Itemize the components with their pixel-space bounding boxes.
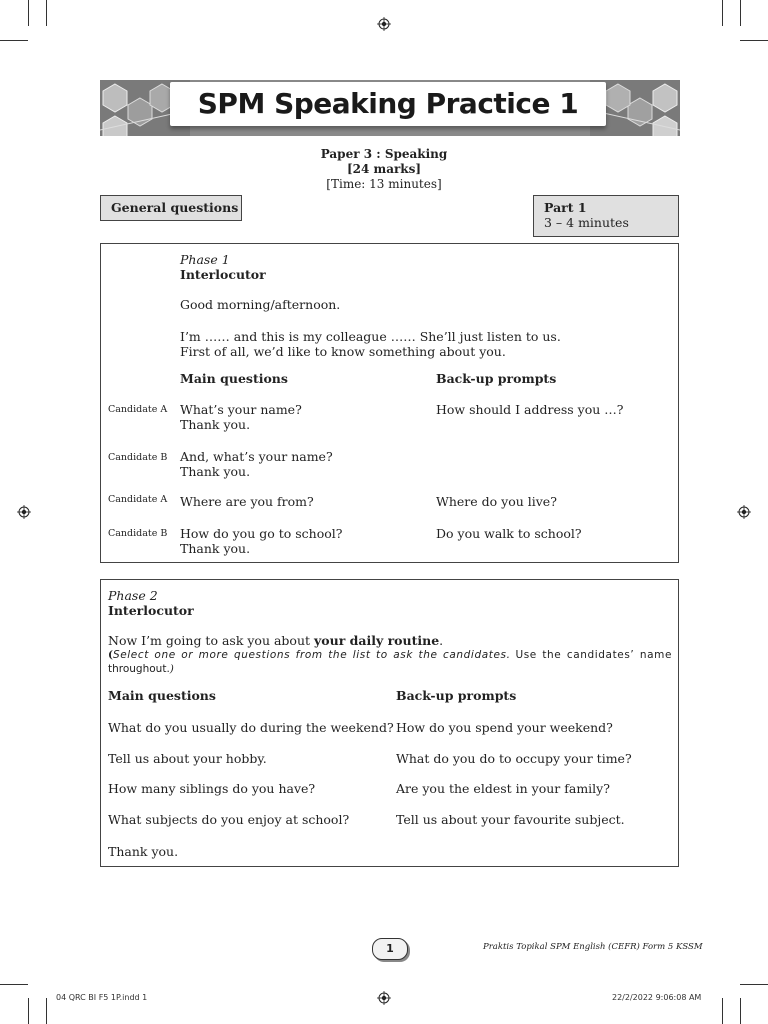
paper-name: Paper 3 : Speaking xyxy=(320,147,448,161)
phase-1-greeting: Good morning/afternoon. xyxy=(180,297,341,312)
crop-mark xyxy=(740,998,741,1024)
main-question: What subjects do you enjoy at school? xyxy=(108,812,350,827)
crop-mark xyxy=(740,40,768,41)
backup-prompt: Are you the eldest in your family? xyxy=(396,781,610,796)
phase-2-instruction-end: throughout. xyxy=(108,663,170,675)
phase-2-closing: Thank you. xyxy=(108,844,179,859)
title-box xyxy=(170,82,606,126)
file-slug: 04 QRC BI F5 1P.indd 1 xyxy=(56,993,148,1002)
part-duration: 3 – 4 minutes xyxy=(544,215,629,230)
page-title: SPM Speaking Practice 1 xyxy=(197,87,579,120)
page-number: 1 xyxy=(372,938,408,960)
phase-1-label: Phase 1 xyxy=(180,252,230,267)
crop-mark xyxy=(722,998,723,1024)
crop-mark xyxy=(740,984,768,985)
backup-prompt: What do you do to occupy your time? xyxy=(396,751,632,766)
crop-mark xyxy=(46,998,47,1024)
paper-time: [Time: 13 minutes] xyxy=(326,177,442,191)
phase-2-label: Phase 2 xyxy=(108,588,158,603)
book-title: Praktis Topikal SPM English (CEFR) Form 5 KSSM xyxy=(483,942,703,952)
candidate-label: Candidate A xyxy=(108,494,168,505)
phase-2-main-header: Main questions xyxy=(108,688,216,703)
backup-prompt: Tell us about your favourite subject. xyxy=(396,812,625,827)
crop-mark xyxy=(46,0,47,26)
part-box xyxy=(533,195,679,237)
crop-mark xyxy=(740,0,741,26)
phase-2-intro-topic: your daily routine xyxy=(314,633,440,648)
phase-2-intro xyxy=(108,633,443,648)
main-question: What’s your name? xyxy=(180,402,302,417)
phase-1-interlocutor: Interlocutor xyxy=(180,267,266,282)
crop-mark xyxy=(722,0,723,26)
candidate-label: Candidate A xyxy=(108,404,168,415)
phase-2-instruction-plain: Use the candidates’ name xyxy=(515,649,673,661)
general-questions-label: General questions xyxy=(100,195,242,221)
crop-mark xyxy=(28,998,29,1024)
backup-prompt: How do you spend your weekend? xyxy=(396,720,613,735)
paper-marks: [24 marks] xyxy=(346,162,422,176)
phase-1-main-header: Main questions xyxy=(180,371,288,386)
main-question: Where are you from? xyxy=(180,494,314,509)
phase-2-intro-end: . xyxy=(439,633,444,648)
phase-1-intro-line-1: I’m …… and this is my colleague …… She’ll just listen to us. xyxy=(180,329,561,344)
main-question: How many siblings do you have? xyxy=(108,781,316,796)
main-question: What do you usually do during the weekend? xyxy=(108,720,394,735)
title-banner xyxy=(100,80,680,136)
phase-1-box xyxy=(100,243,679,563)
phase-1-intro-line-2: First of all, we’d like to know something about you. xyxy=(180,344,506,359)
phase-2-box xyxy=(100,579,679,867)
main-question-thanks: Thank you. xyxy=(180,417,251,432)
date-slug: 22/2/2022 9:06:08 AM xyxy=(612,993,702,1002)
crop-mark xyxy=(28,0,29,26)
registration-mark-icon xyxy=(17,505,31,519)
backup-prompt: How should I address you …? xyxy=(436,402,624,417)
main-question-thanks: Thank you. xyxy=(180,464,251,479)
registration-mark-icon xyxy=(737,505,751,519)
main-question: And, what’s your name? xyxy=(180,449,333,464)
phase-2-intro-text: Now I’m going to ask you about xyxy=(108,633,314,648)
phase-2-backup-header: Back-up prompts xyxy=(396,688,517,703)
main-question: Tell us about your hobby. xyxy=(108,751,267,766)
registration-mark-icon xyxy=(377,17,391,31)
backup-prompt: Where do you live? xyxy=(436,494,557,509)
backup-prompt: Do you walk to school? xyxy=(436,526,582,541)
crop-mark xyxy=(0,40,28,41)
phase-1-backup-header: Back-up prompts xyxy=(436,371,557,386)
main-question: How do you go to school? xyxy=(180,526,343,541)
candidate-label: Candidate B xyxy=(108,528,168,539)
phase-2-instruction-italic: Select one or more questions from the list to ask the candidates. xyxy=(112,649,511,661)
part-label: Part 1 xyxy=(544,200,587,215)
phase-2-interlocutor: Interlocutor xyxy=(108,603,194,618)
phase-2-instructions: (Select one or more questions from the list to ask the candidates. Use the candidates’ name throughout.) xyxy=(108,649,673,675)
registration-mark-icon xyxy=(377,991,391,1005)
candidate-label: Candidate B xyxy=(108,452,168,463)
crop-mark xyxy=(0,984,28,985)
main-question-thanks: Thank you. xyxy=(180,541,251,556)
